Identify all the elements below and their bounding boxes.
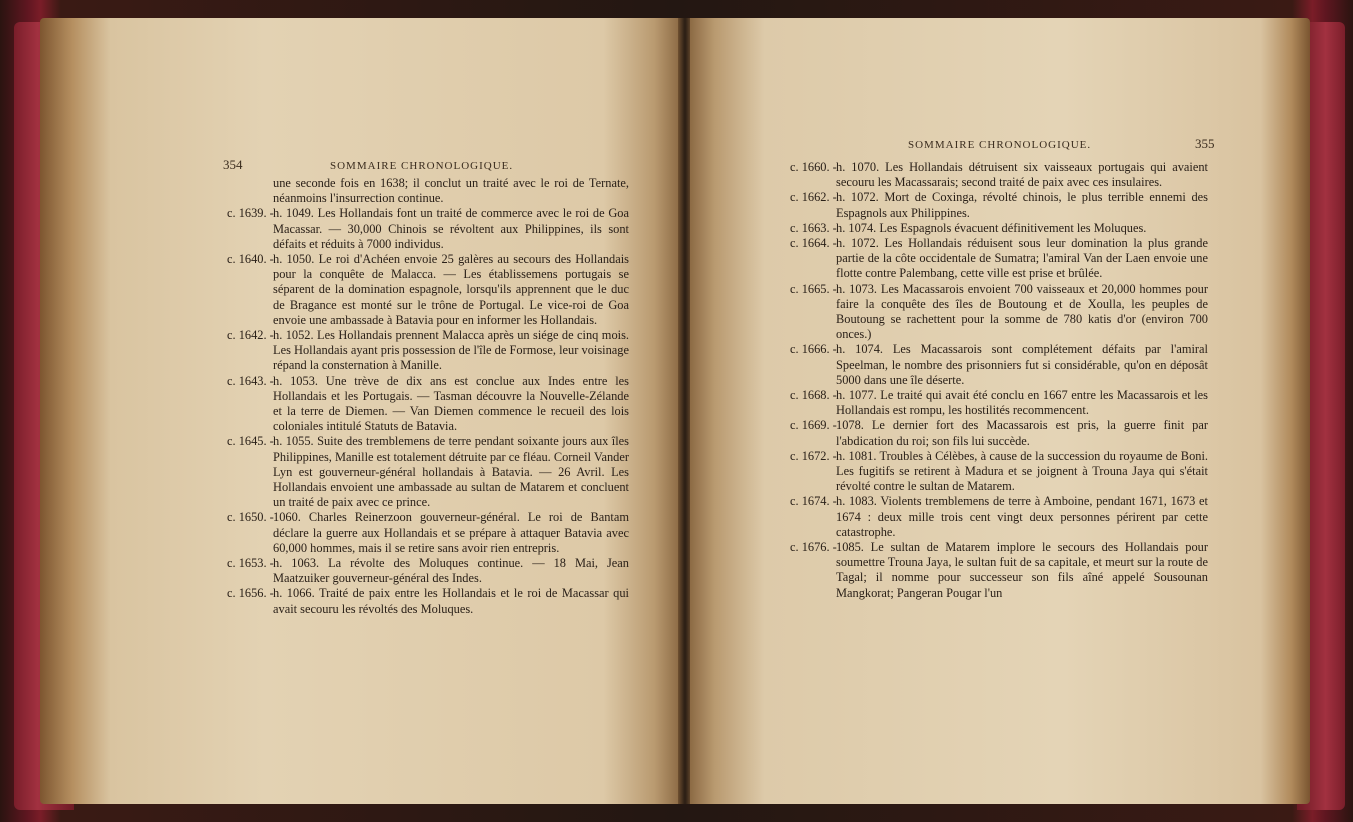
entry-date: c. 1650. - (227, 510, 274, 525)
right-page-text (790, 160, 1208, 601)
entry-text: h. 1049. Les Hollandais font un traité de commerce avec le roi de Goa Macassar. — 30,000 Chinois se révoltent aux Philippines, ils sont défaits et réduits à 7000 individus. (273, 206, 629, 251)
page-number: 354 (223, 157, 243, 172)
entry-text: h. 1050. Le roi d'Achéen envoie 25 galères au secours des Hollandais pour la conquête de Malacca. — Les établissemens portugais se séparent de la domination espagnole, lorsqu'ils apprennent que le duc de Bragance est monté sur le trône de Portugal. Le vice-roi de Goa envoie une ambassade à Batavia pour en informer les Hollandais. (273, 252, 629, 327)
entry-text: h. 1077. Le traité qui avait été conclu en 1667 entre les Macassarois et les Hollandais est rompu, les hostilités recommencent. (836, 388, 1208, 418)
entry-date: c. 1645. - (227, 434, 274, 449)
entry-text: h. 1052. Les Hollandais prennent Malacca après un siége de cinq mois. Les Hollandais ayant pris possession de l'île de Formose, leur voisinage répand la consternation à Manille. (273, 328, 629, 373)
continuation-paragraph: une seconde fois en 1638; il conclut un traité avec le roi de Ternate, néanmoins l'insurrection continue. (273, 176, 629, 206)
entry-date: c. 1643. - (227, 373, 274, 388)
running-header: SOMMAIRE CHRONOLOGIQUE. (908, 139, 1092, 151)
chronology-entry (790, 342, 1208, 388)
chronology-entry (227, 586, 629, 616)
entry-date: c. 1676. - (790, 540, 837, 555)
chronology-entry (227, 374, 629, 435)
chronology-entry (790, 418, 1208, 448)
entry-text: h. 1063. La révolte des Moluques continue. — 18 Mai, Jean Maatzuiker gouverneur-général des Indes. (273, 556, 629, 586)
left-page-text (227, 176, 629, 617)
chronology-entry (790, 221, 1208, 236)
chronology-entry (227, 556, 629, 586)
right-page (690, 18, 1310, 804)
entry-text: h. 1072. Les Hollandais réduisent sous leur domination la plus grande partie de la côte occidentale de Sumatra; l'amiral Van der Laen envoie une flotte contre Palembang, cette ville est prise et brûlée. (836, 236, 1208, 281)
entry-date: c. 1674. - (790, 494, 837, 509)
entry-text: h. 1055. Suite des tremblemens de terre pendant soixante jours aux îles Philippines, Manille est totalement détruite par ce fléau. Corneil Vander Lyn est gouverneur-général hollandais à Batavia. — 26 Avril. Les Hollandais envoient une ambassade au sultan de Matarem et concluent un traité de paix avec ce prince. (273, 434, 629, 510)
entry-date: c. 1663. - (790, 220, 837, 235)
chronology-entry (790, 494, 1208, 540)
entry-date: c. 1672. - (790, 448, 837, 463)
entry-text: h. 1083. Violents tremblemens de terre à Amboine, pendant 1671, 1673 et 1674 : deux mille trois cent vingt deux personnes périrent par cette catastrophe. (836, 494, 1208, 539)
chronology-entry (790, 190, 1208, 220)
entry-date: c. 1642. - (227, 328, 274, 343)
chronology-entry (790, 540, 1208, 601)
entry-text: h. 1074. Les Espagnols évacuent définitivement les Moluques. (836, 220, 1147, 235)
entry-text: h. 1066. Traité de paix entre les Hollandais et le roi de Macassar qui avait secouru les révoltés des Moluques. (273, 586, 629, 616)
entry-date: c. 1669. - (790, 418, 837, 433)
entry-date: c. 1664. - (790, 236, 837, 251)
entry-date: c. 1656. - (227, 586, 274, 601)
chronology-entry (790, 388, 1208, 418)
entry-date: c. 1665. - (790, 281, 837, 296)
entry-text: h. 1072. Mort de Coxinga, révolté chinois, le plus terrible ennemi des Espagnols aux Philippines. (836, 190, 1208, 220)
running-header: SOMMAIRE CHRONOLOGIQUE. (330, 160, 514, 172)
chronology-entry (790, 282, 1208, 343)
chronology-entry (227, 328, 629, 374)
chronology-entry (227, 206, 629, 252)
entry-text: 1078. Le dernier fort des Macassarois est pris, la guerre finit par l'abdication du roi; son fils lui succède. (836, 418, 1208, 448)
entry-text: h. 1053. Une trève de dix ans est conclue aux Indes entre les Hollandais et les Portugais. — Tasman découvre la Nouvelle-Zélande et la terre de Diemen. — Van Diemen commence le recueil des lois coloniales intitulé Statuts de Batavia. (273, 373, 629, 434)
entry-text: 1060. Charles Reinerzoon gouverneur-général. Le roi de Bantam déclare la guerre aux Hollandais et se prépare à attaquer Batavia avec 60,000 hommes, mais il se retire sans avoir rien entrepris. (273, 510, 629, 555)
chronology-entry (790, 236, 1208, 282)
chronology-entry (227, 252, 629, 328)
entry-date: c. 1639. - (227, 206, 274, 221)
chronology-entry (227, 510, 629, 556)
page-number: 355 (1195, 136, 1215, 151)
chronology-entry (227, 434, 629, 510)
entry-date: c. 1640. - (227, 252, 274, 267)
chronology-entry (790, 449, 1208, 495)
entry-text: h. 1081. Troubles à Célèbes, à cause de la succession du royaume de Boni. Les fugitifs se retirent à Madura et se joignent à Trouna Jaya qui s'était révolté contre le sultan de Matarem. (836, 448, 1208, 494)
entry-date: c. 1662. - (790, 190, 837, 205)
entry-date: c. 1668. - (790, 388, 837, 403)
entry-date: c. 1660. - (790, 160, 837, 174)
left-page (40, 18, 680, 804)
entry-text: 1085. Le sultan de Matarem implore le secours des Hollandais pour soumettre Trouna Jaya, le sultan fuit de sa capitale, et meurt sur la route de Tagal; il nomme pour successeur son fils aîné appelé Sousounan Mangkorat; Pangeran Pougar l'un (836, 540, 1208, 600)
chronology-entry (790, 160, 1208, 190)
entry-text: h. 1073. Les Macassarois envoient 700 vaisseaux et 20,000 hommes pour faire la conquête des îles de Boutoung et de Xoulla, les peuples de Boutoung se rachettent pour la somme de 780 katis d'or (environ 700 onces.) (836, 281, 1208, 342)
entry-date: c. 1666. - (790, 342, 837, 357)
entry-text: h. 1074. Les Macassarois sont complétement défaits par l'amiral Speelman, le nombre des prisonniers fut si considérable, qu'on en déposât 5000 dans une île déserte. (836, 342, 1208, 387)
entry-date: c. 1653. - (227, 556, 274, 571)
entry-text: h. 1070. Les Hollandais détruisent six vaisseaux portugais qui avaient secouru les Macassarais; second traité de paix avec ces insulaires. (836, 160, 1208, 190)
